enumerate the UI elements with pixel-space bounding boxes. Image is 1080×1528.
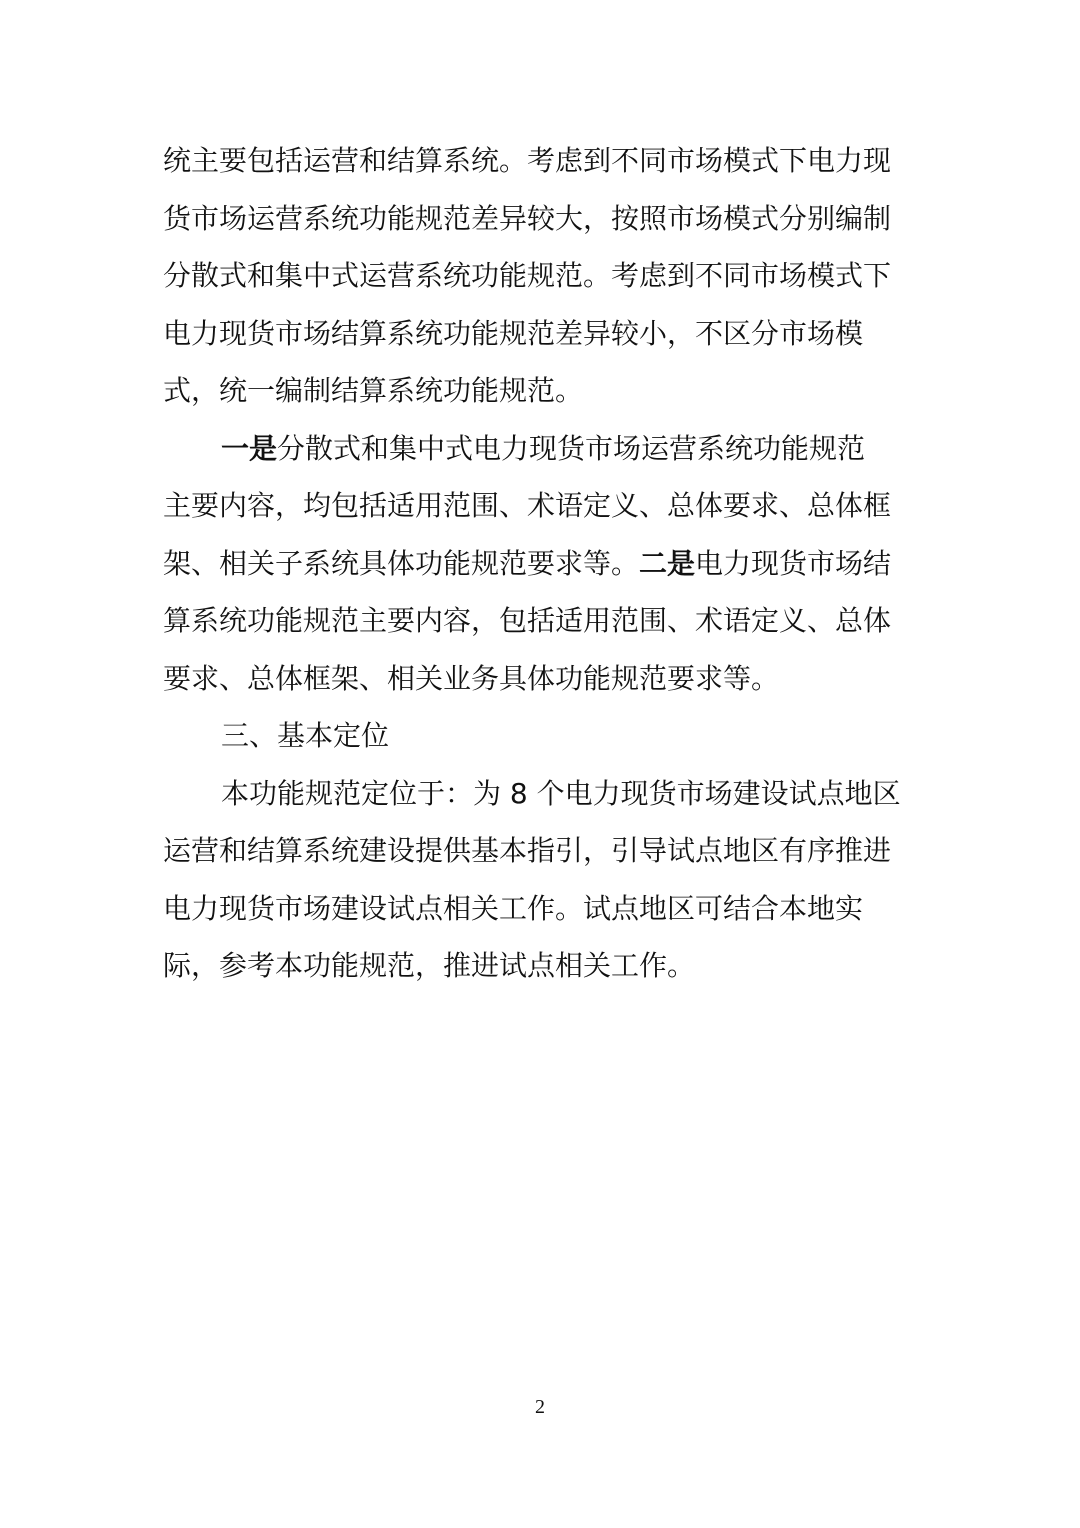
text-line: 分散式和集中式运营系统功能规范。考虑到不同市场模式下 — [163, 259, 892, 292]
text-line: 算系统功能规范主要内容，包括适用范围、术语定义、总体 — [163, 604, 892, 637]
text-line — [163, 420, 917, 478]
text-line: 统主要包括运营和结算系统。考虑到不同市场模式下电力现 — [163, 144, 892, 177]
text-line: 要求、总体框架、相关业务具体功能规范要求等。 — [163, 661, 780, 695]
text-line — [163, 535, 917, 593]
text-line: 本功能规范定位于：为 8 个电力现货市场建设试点地区 — [221, 776, 901, 810]
text-line: 运营和结算系统建设提供基本指引，引导试点地区有序推进 — [163, 834, 892, 867]
text-line: 电力现货市场建设试点相关工作。试点地区可结合本地实 — [163, 891, 864, 925]
text-line: 主要内容，均包括适用范围、术语定义、总体要求、总体框 — [163, 489, 892, 522]
text-span: 电力现货市场结 — [695, 546, 892, 580]
emphasis-first: 一是 — [221, 431, 278, 465]
document-body — [163, 132, 917, 995]
page-number: 2 — [535, 1396, 545, 1418]
text-line: 式，统一编制结算系统功能规范。 — [163, 374, 584, 407]
text-span: 架、相关子系统具体功能规范要求等。 — [163, 546, 640, 580]
text-span: 分散式和集中式电力现货市场运营系统功能规范 — [277, 431, 866, 465]
text-line: 际，参考本功能规范，推进试点相关工作。 — [163, 949, 696, 982]
section-heading: 三、基本定位 — [221, 719, 390, 752]
emphasis-second: 二是 — [639, 546, 696, 580]
text-line: 电力现货市场结算系统功能规范差异较小，不区分市场模 — [163, 316, 864, 350]
text-line: 货市场运营系统功能规范差异较大，按照市场模式分别编制 — [163, 201, 892, 235]
